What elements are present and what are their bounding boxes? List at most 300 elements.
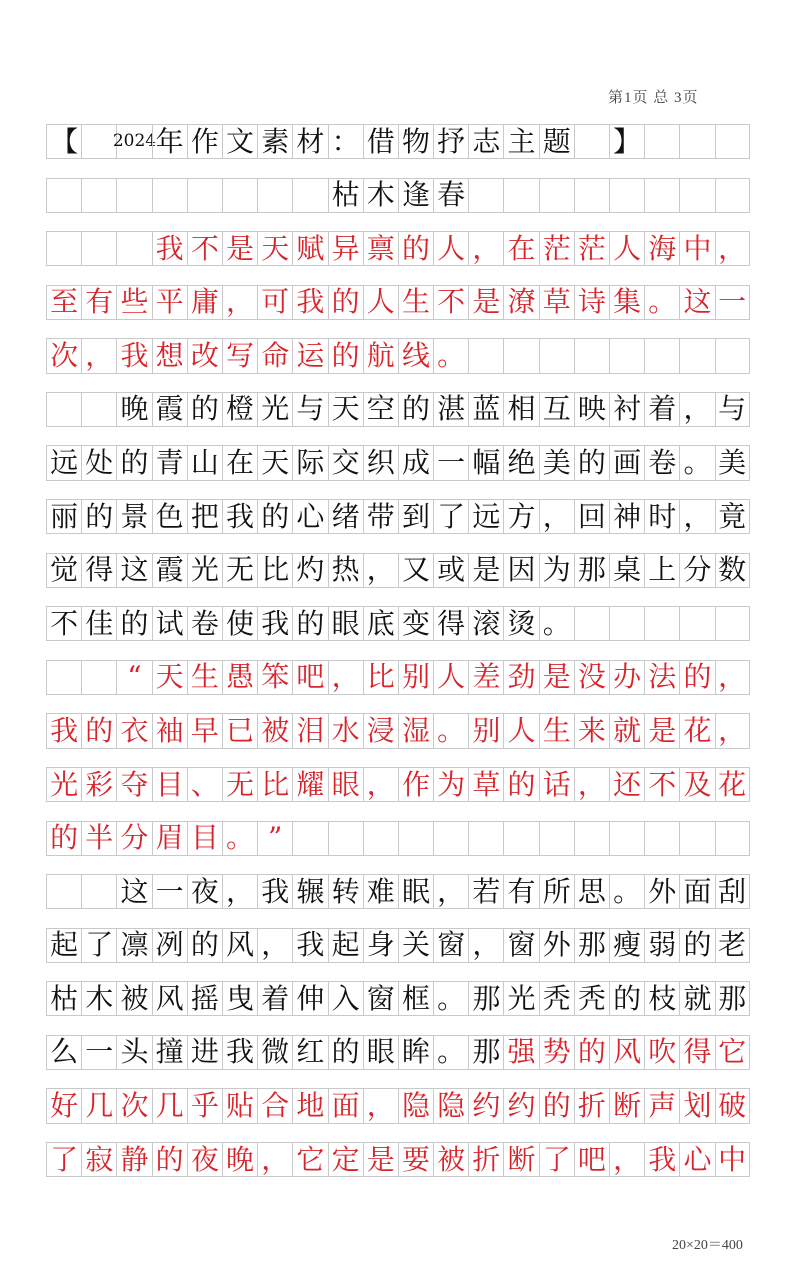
grid-cell: 画 <box>609 445 644 480</box>
grid-cell: 不 <box>187 231 222 266</box>
grid-cell: 】 <box>609 124 644 159</box>
grid-cell: 烫 <box>503 606 538 641</box>
grid-row <box>46 1142 750 1177</box>
grid-cell: 光 <box>257 392 292 427</box>
grid-cell: 丽 <box>46 499 81 534</box>
grid-cell: 曳 <box>222 981 257 1016</box>
grid-cell: 的 <box>398 392 433 427</box>
grid-cell: 的 <box>398 231 433 266</box>
grid-cell: 折 <box>574 1088 609 1123</box>
grid-cell: 袖 <box>152 713 187 748</box>
grid-cell: 方 <box>503 499 538 534</box>
grid-cell: 半 <box>81 821 116 856</box>
grid-cell: 窗 <box>433 928 468 963</box>
grid-cell: 愚 <box>222 660 257 695</box>
grid-cell: 光 <box>187 553 222 588</box>
grid-cell: ， <box>328 660 363 695</box>
grid-cell: 约 <box>503 1088 538 1123</box>
grid-cell: 风 <box>222 928 257 963</box>
grid-cell: 借 <box>363 124 398 159</box>
grid-cell: 面 <box>328 1088 363 1123</box>
grid-cell: 得 <box>433 606 468 641</box>
grid-cell: 比 <box>363 660 398 695</box>
grid-cell <box>644 124 679 159</box>
grid-cell: 我 <box>257 606 292 641</box>
grid-cell <box>46 178 81 213</box>
grid-cell: 2024 <box>116 124 151 159</box>
grid-row <box>46 713 750 748</box>
grid-cell: 折 <box>468 1142 503 1177</box>
grid-cell: 一 <box>152 874 187 909</box>
grid-cell: ， <box>257 1142 292 1177</box>
grid-cell: 秃 <box>539 981 574 1016</box>
grid-cell: 青 <box>152 445 187 480</box>
grid-cell: 可 <box>257 285 292 320</box>
grid-cell: 佳 <box>81 606 116 641</box>
grid-cell: 被 <box>433 1142 468 1177</box>
grid-row <box>46 1088 750 1123</box>
grid-cell: 远 <box>468 499 503 534</box>
grid-cell: 及 <box>679 767 714 802</box>
grid-cell: 进 <box>187 1035 222 1070</box>
grid-cell: 回 <box>574 499 609 534</box>
grid-cell: 了 <box>433 499 468 534</box>
grid-cell <box>715 606 750 641</box>
grid-cell: 海 <box>644 231 679 266</box>
grid-cell: 声 <box>644 1088 679 1123</box>
grid-cell: 命 <box>257 338 292 373</box>
grid-cell <box>644 338 679 373</box>
grid-cell: 写 <box>222 338 257 373</box>
grid-cell: 这 <box>116 553 151 588</box>
grid-cell: 吹 <box>644 1035 679 1070</box>
grid-cell <box>539 178 574 213</box>
grid-cell: 窗 <box>503 928 538 963</box>
grid-cell: ” <box>257 821 292 856</box>
grid-cell: 几 <box>152 1088 187 1123</box>
grid-cell: 的 <box>116 606 151 641</box>
grid-cell: 中 <box>715 1142 750 1177</box>
grid-row <box>46 392 750 427</box>
grid-cell: 的 <box>609 981 644 1016</box>
grid-cell: 身 <box>363 928 398 963</box>
grid-cell: 次 <box>116 1088 151 1123</box>
grid-cell <box>679 606 714 641</box>
grid-cell: 庸 <box>187 285 222 320</box>
grid-cell: 交 <box>328 445 363 480</box>
grid-cell: 断 <box>609 1088 644 1123</box>
grid-cell: 夜 <box>187 1142 222 1177</box>
grid-row <box>46 767 750 802</box>
grid-cell: 伸 <box>292 981 327 1016</box>
grid-cell: 中 <box>679 231 714 266</box>
grid-cell: 分 <box>116 821 151 856</box>
grid-cell: 运 <box>292 338 327 373</box>
grid-cell: 泪 <box>292 713 327 748</box>
grid-cell: 它 <box>292 1142 327 1177</box>
grid-cell: 框 <box>398 981 433 1016</box>
grid-cell: 天 <box>152 660 187 695</box>
page-indicator: 第1页 总 3页 <box>608 90 699 106</box>
grid-cell: 无 <box>222 767 257 802</box>
grid-cell <box>609 338 644 373</box>
grid-cell: 的 <box>187 392 222 427</box>
grid-cell: 把 <box>187 499 222 534</box>
grid-cell: 映 <box>574 392 609 427</box>
grid-cell: 转 <box>328 874 363 909</box>
grid-cell: 的 <box>187 928 222 963</box>
grid-cell: 枝 <box>644 981 679 1016</box>
grid-cell: 赋 <box>292 231 327 266</box>
grid-cell: 【 <box>46 124 81 159</box>
grid-cell: ， <box>679 392 714 427</box>
grid-cell: 分 <box>679 553 714 588</box>
grid-row <box>46 660 750 695</box>
grid-cell: 人 <box>363 285 398 320</box>
grid-cell <box>81 874 116 909</box>
grid-cell: 热 <box>328 553 363 588</box>
grid-cell: 到 <box>398 499 433 534</box>
grid-cell <box>609 606 644 641</box>
grid-cell: 起 <box>328 928 363 963</box>
grid-row <box>46 874 750 909</box>
grid-cell: 次 <box>46 338 81 373</box>
grid-cell <box>574 124 609 159</box>
grid-cell: 光 <box>46 767 81 802</box>
grid-cell: 那 <box>574 928 609 963</box>
grid-cell: 要 <box>398 1142 433 1177</box>
grid-row <box>46 821 750 856</box>
grid-cell <box>46 660 81 695</box>
grid-cell: 撞 <box>152 1035 187 1070</box>
grid-cell: 一 <box>433 445 468 480</box>
grid-cell: 神 <box>609 499 644 534</box>
grid-cell: 冽 <box>152 928 187 963</box>
grid-cell: 我 <box>257 874 292 909</box>
grid-cell: 不 <box>644 767 679 802</box>
grid-cell <box>468 178 503 213</box>
grid-cell: 光 <box>503 981 538 1016</box>
grid-cell: 划 <box>679 1088 714 1123</box>
grid-cell: 晚 <box>222 1142 257 1177</box>
grid-cell: 素 <box>257 124 292 159</box>
grid-cell: 了 <box>46 1142 81 1177</box>
grid-cell: 我 <box>222 499 257 534</box>
grid-cell: 一 <box>81 1035 116 1070</box>
grid-cell: 又 <box>398 553 433 588</box>
grid-cell: 木 <box>363 178 398 213</box>
grid-cell: 刮 <box>715 874 750 909</box>
grid-row <box>46 1035 750 1070</box>
grid-cell: ， <box>715 231 750 266</box>
grid-cell <box>715 338 750 373</box>
grid-cell: 关 <box>398 928 433 963</box>
grid-cell: 被 <box>116 981 151 1016</box>
grid-cell: 眼 <box>328 606 363 641</box>
grid-cell: 这 <box>679 285 714 320</box>
grid-cell: 。 <box>433 1035 468 1070</box>
grid-cell <box>644 821 679 856</box>
grid-cell <box>46 231 81 266</box>
grid-cell: 的 <box>574 445 609 480</box>
grid-cell: 我 <box>292 928 327 963</box>
grid-cell: 景 <box>116 499 151 534</box>
grid-cell <box>679 178 714 213</box>
grid-cell: 我 <box>222 1035 257 1070</box>
grid-cell <box>46 392 81 427</box>
grid-cell: “ <box>116 660 151 695</box>
grid-cell: 异 <box>328 231 363 266</box>
grid-cell: 。 <box>433 713 468 748</box>
grid-cell: ， <box>433 874 468 909</box>
grid-cell: 是 <box>363 1142 398 1177</box>
grid-cell: 。 <box>433 338 468 373</box>
grid-cell: 是 <box>468 553 503 588</box>
grid-cell: 试 <box>152 606 187 641</box>
grid-cell <box>609 821 644 856</box>
grid-cell: 心 <box>292 499 327 534</box>
grid-cell: 寂 <box>81 1142 116 1177</box>
grid-cell <box>81 178 116 213</box>
grid-cell: ， <box>257 928 292 963</box>
grid-cell: 思 <box>574 874 609 909</box>
grid-cell: 茫 <box>539 231 574 266</box>
grid-cell: 是 <box>468 285 503 320</box>
grid-cell: 觉 <box>46 553 81 588</box>
grid-cell: 。 <box>609 874 644 909</box>
grid-cell: 空 <box>363 392 398 427</box>
grid-cell: 比 <box>257 767 292 802</box>
grid-cell: 滚 <box>468 606 503 641</box>
grid-cell: 势 <box>539 1035 574 1070</box>
grid-cell: 话 <box>539 767 574 802</box>
grid-cell: 灼 <box>292 553 327 588</box>
grid-cell: 断 <box>503 1142 538 1177</box>
grid-cell: 的 <box>679 928 714 963</box>
grid-cell <box>292 821 327 856</box>
grid-cell: 无 <box>222 553 257 588</box>
grid-cell: 目 <box>187 821 222 856</box>
grid-cell: 数 <box>715 553 750 588</box>
grid-cell: 湿 <box>398 713 433 748</box>
grid-cell: 我 <box>152 231 187 266</box>
grid-cell: 。 <box>679 445 714 480</box>
grid-cell: 秃 <box>574 981 609 1016</box>
grid-row <box>46 606 750 641</box>
grid-cell <box>503 821 538 856</box>
grid-cell: 改 <box>187 338 222 373</box>
grid-cell <box>398 821 433 856</box>
grid-cell: ： <box>328 124 363 159</box>
grid-cell: 眼 <box>328 767 363 802</box>
grid-cell <box>328 821 363 856</box>
grid-cell: 竟 <box>715 499 750 534</box>
grid-cell: ， <box>715 713 750 748</box>
grid-cell: 带 <box>363 499 398 534</box>
grid-cell: 那 <box>468 1035 503 1070</box>
grid-cell: ， <box>468 231 503 266</box>
grid-cell: 得 <box>81 553 116 588</box>
grid-cell: 人 <box>433 660 468 695</box>
grid-cell: 定 <box>328 1142 363 1177</box>
grid-cell: ， <box>222 285 257 320</box>
grid-cell <box>81 124 116 159</box>
grid-cell: 处 <box>81 445 116 480</box>
grid-cell: 是 <box>539 660 574 695</box>
grid-cell: 底 <box>363 606 398 641</box>
grid-cell <box>433 821 468 856</box>
grid-cell <box>644 178 679 213</box>
grid-cell: 了 <box>539 1142 574 1177</box>
grid-cell: 。 <box>644 285 679 320</box>
grid-cell: 起 <box>46 928 81 963</box>
grid-cell <box>116 231 151 266</box>
grid-cell: 合 <box>257 1088 292 1123</box>
grid-cell: 诗 <box>574 285 609 320</box>
grid-cell: 我 <box>292 285 327 320</box>
grid-cell: 那 <box>468 981 503 1016</box>
grid-cell <box>539 338 574 373</box>
grid-cell <box>679 338 714 373</box>
grid-cell: 逢 <box>398 178 433 213</box>
grid-cell: 辗 <box>292 874 327 909</box>
grid-cell: 、 <box>187 767 222 802</box>
grid-cell: 色 <box>152 499 187 534</box>
grid-cell <box>187 178 222 213</box>
grid-cell: 春 <box>433 178 468 213</box>
grid-cell <box>715 178 750 213</box>
grid-cell: 几 <box>81 1088 116 1123</box>
grid-cell: 的 <box>116 445 151 480</box>
grid-cell: 的 <box>679 660 714 695</box>
grid-cell: 蓝 <box>468 392 503 427</box>
grid-cell: 变 <box>398 606 433 641</box>
grid-cell: 贴 <box>222 1088 257 1123</box>
grid-cell: 外 <box>539 928 574 963</box>
grid-cell: 幅 <box>468 445 503 480</box>
grid-cell: 织 <box>363 445 398 480</box>
grid-cell: 绝 <box>503 445 538 480</box>
grid-cell: ， <box>679 499 714 534</box>
grid-cell: 的 <box>328 285 363 320</box>
grid-cell <box>574 606 609 641</box>
grid-cell: 办 <box>609 660 644 695</box>
grid-cell: 乎 <box>187 1088 222 1123</box>
grid-cell: ， <box>222 874 257 909</box>
grid-cell: 眠 <box>398 874 433 909</box>
grid-cell: 木 <box>81 981 116 1016</box>
grid-cell: 材 <box>292 124 327 159</box>
grid-cell: 使 <box>222 606 257 641</box>
grid-cell: 破 <box>715 1088 750 1123</box>
grid-cell: 。 <box>539 606 574 641</box>
grid-cell: 若 <box>468 874 503 909</box>
grid-row <box>46 499 750 534</box>
grid-cell: 彩 <box>81 767 116 802</box>
grid-cell: 没 <box>574 660 609 695</box>
grid-cell: 。 <box>433 981 468 1016</box>
grid-cell: 航 <box>363 338 398 373</box>
grid-cell: 难 <box>363 874 398 909</box>
grid-cell: 瘦 <box>609 928 644 963</box>
grid-cell <box>81 660 116 695</box>
grid-cell <box>257 178 292 213</box>
composition-grid-paper <box>46 124 750 1196</box>
grid-cell: 我 <box>116 338 151 373</box>
grid-cell: 绪 <box>328 499 363 534</box>
grid-cell <box>152 178 187 213</box>
grid-cell <box>81 231 116 266</box>
grid-cell: 笨 <box>257 660 292 695</box>
grid-cell: 上 <box>644 553 679 588</box>
grid-cell: 晚 <box>116 392 151 427</box>
grid-cell: 天 <box>257 445 292 480</box>
grid-count-footer: 20×20＝400 <box>672 1238 743 1253</box>
grid-cell: 物 <box>398 124 433 159</box>
grid-cell: 水 <box>328 713 363 748</box>
grid-cell: ， <box>363 1088 398 1123</box>
grid-cell <box>539 821 574 856</box>
grid-cell: 不 <box>433 285 468 320</box>
grid-cell: 湛 <box>433 392 468 427</box>
grid-cell: 集 <box>609 285 644 320</box>
grid-cell: 差 <box>468 660 503 695</box>
grid-cell: 就 <box>679 981 714 1016</box>
grid-cell: 有 <box>81 285 116 320</box>
grid-cell: 天 <box>257 231 292 266</box>
grid-cell: 橙 <box>222 392 257 427</box>
grid-cell: 的 <box>328 1035 363 1070</box>
grid-cell: 那 <box>715 981 750 1016</box>
grid-cell: 抒 <box>433 124 468 159</box>
grid-cell: 得 <box>679 1035 714 1070</box>
grid-cell: 为 <box>539 553 574 588</box>
grid-cell: ， <box>609 1142 644 1177</box>
grid-cell: 比 <box>257 553 292 588</box>
grid-cell <box>715 124 750 159</box>
grid-cell: 生 <box>539 713 574 748</box>
grid-cell <box>609 178 644 213</box>
grid-cell: 约 <box>468 1088 503 1123</box>
grid-cell: 花 <box>679 713 714 748</box>
grid-row <box>46 928 750 963</box>
grid-row <box>46 124 750 159</box>
grid-cell <box>503 178 538 213</box>
grid-row <box>46 178 750 213</box>
grid-cell: 天 <box>328 392 363 427</box>
grid-cell: 草 <box>468 767 503 802</box>
grid-cell: 头 <box>116 1035 151 1070</box>
grid-cell: 时 <box>644 499 679 534</box>
grid-cell: 枯 <box>46 981 81 1016</box>
grid-cell <box>679 821 714 856</box>
grid-row <box>46 231 750 266</box>
grid-cell <box>292 178 327 213</box>
grid-cell: ， <box>539 499 574 534</box>
grid-cell <box>715 821 750 856</box>
grid-cell: 的 <box>152 1142 187 1177</box>
grid-cell: ， <box>574 767 609 802</box>
grid-cell: 我 <box>46 713 81 748</box>
grid-cell: 互 <box>539 392 574 427</box>
grid-cell: 那 <box>574 553 609 588</box>
grid-cell: 霞 <box>152 392 187 427</box>
grid-cell <box>679 124 714 159</box>
grid-cell: 花 <box>715 767 750 802</box>
grid-cell: 生 <box>398 285 433 320</box>
grid-cell <box>503 338 538 373</box>
grid-cell: 一 <box>715 285 750 320</box>
